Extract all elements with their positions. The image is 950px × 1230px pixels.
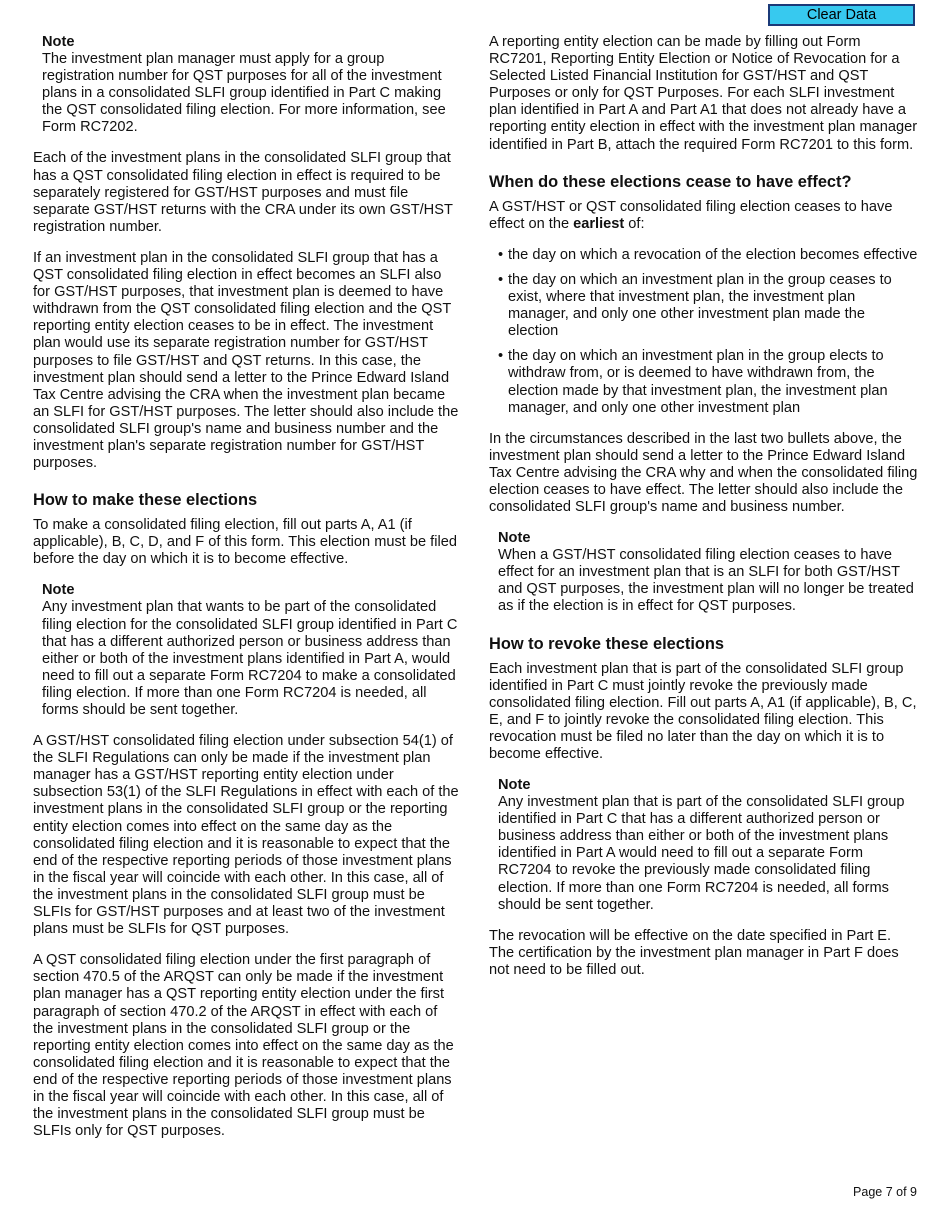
paragraph-make-election: To make a consolidated filing election, fill out parts A, A1 (if applicable), B, C, D, and F of this form. This election must be filed before the day on which it is to become effective. [33, 517, 457, 568]
list-item: • the day on which an investment plan in the group elects to withdraw from, or is deemed to have withdrawn from, the election made by that investment plan, the investment plan manager, and only one other investment plan [489, 348, 919, 416]
right-column [489, 34, 919, 993]
bold-earliest: earliest [573, 215, 625, 232]
left-column [33, 34, 460, 1154]
paragraph-becomes-slfi: If an investment plan in the consolidated SLFI group that has a QST consolidated filing election in effect becomes an SLFI also for GST/HST purposes, that investment plan is deemed to have withdrawn from the QST consolidated filing election and the QST reporting entity election ceases to be in effect. The investment plan would use its separate registration number for GST/HST purposes to file GST/HST and QST returns. In this case, the investment plan should send a letter to the Prince Edward Island Tax Centre advising the CRA when the investment plan became an SLFI for GST/HST purposes. The letter should also include the consolidated SLFI group's name and business number and the investment plan's separate registration number for GST/HST purposes. [33, 249, 459, 472]
paragraph-letter-circumstances: In the circumstances described in the last two bullets above, the investment plan should send a letter to the Prince Edward Island Tax Centre advising the CRA why and when the consolidated filing election ceases to have effect. The letter should also include the consolidated SLFI group's name and business number. [489, 430, 918, 516]
text-segment: A GST/HST or QST consolidated filing election ceases to have effect on the [489, 198, 893, 232]
list-item: • the day on which an investment plan in the group ceases to exist, where that investment plan, the investment plan manager, and only one other investment plan made the election [489, 272, 919, 340]
note-text: The investment plan manager must apply for a group registration number for QST purposes for all of the investment plans in a consolidated SLFI group identified in Part C making the QST consolidated filing election. For more information, see Form RC7202. [42, 51, 446, 136]
paragraph-revocation-effective: The revocation will be effective on the date specified in Part E. The certification by the investment plan manager in Part F does not need to be filled out. [489, 927, 899, 978]
note-title: Note [498, 530, 531, 547]
note-revoke-different-person [498, 777, 919, 914]
note-group-registration [42, 34, 460, 136]
text-segment: of: [624, 215, 645, 232]
note-text: Any investment plan that wants to be part of the consolidated filing election for the consolidated SLFI group identified in Part C that has a different authorized person or business address than either or both of the investment plans identified in Part A, would need to fill out a separate Form RC7204 to make a consolidated filing election. If more than one Form RC7204 is needed, all forms should be sent together. [42, 599, 458, 718]
heading-how-to-revoke: How to revoke these elections [489, 634, 725, 653]
list-item: • the day on which a revocation of the election becomes effective [489, 247, 919, 264]
page-number: Page 7 of 9 [853, 1185, 917, 1199]
note-different-authorized-person [42, 582, 460, 719]
heading-how-to-make: How to make these elections [33, 491, 258, 510]
note-title: Note [42, 582, 75, 599]
paragraph-ceases-earliest [489, 199, 919, 233]
note-title: Note [498, 777, 531, 794]
clear-data-button[interactable]: Clear Data [768, 4, 915, 26]
paragraph-reporting-entity: A reporting entity election can be made by filling out Form RC7201, Reporting Entity Election or Notice of Revocation for a Selected Listed Financial Institution for GST/HST and QST Purposes or only for QST Purposes. For each SLFI investment plan identified in Part A and Part A1 that does not already have a reporting entity election in effect with the investment plan manager identified in Part B, attach the required Form RC7201 to this form. [489, 34, 918, 153]
note-text: When a GST/HST consolidated filing election ceases to have effect for an investment plan that is an SLFI for both GST/HST and QST purposes, the investment plan will no longer be treated as if the election is in effect for QST purposes. [498, 547, 914, 615]
paragraph-qst-election: A QST consolidated filing election under the first paragraph of section 470.5 of the ARQST can only be made if the investment plan manager has a QST reporting entity election under the first paragraph of section 470.2 of the ARQST in effect with each of the investment plans in the consolidated SLFI group or the reporting entity election comes into effect on the same day as the consolidated filing election and it is reasonable to expect that the end of the respective reporting periods of those investment plans in the fiscal year will coincide with each other. In this case, all of the investment plans in the consolidated SLFI group must be SLFIs only for QST purposes. [33, 952, 454, 1140]
note-text: Any investment plan that is part of the consolidated SLFI group identified in Part C that has a different authorized person or business address than either or both of the investment plans identified in Part A would need to fill out a separate Form RC7204 to revoke the previously made consolidated filing election. If more than one Form RC7204 is needed, all forms should be sent together. [498, 794, 905, 913]
note-title: Note [42, 34, 75, 50]
cease-conditions-list [489, 247, 919, 417]
paragraph-separate-registration: Each of the investment plans in the consolidated SLFI group that has a QST consolidated filing election in effect is required to be separately registered for GST/HST purposes and must file separate GST/HST returns with the CRA under its own GST/HST registration number. [33, 150, 453, 235]
paragraph-revoke: Each investment plan that is part of the consolidated SLFI group identified in Part C must jointly revoke the previously made consolidated filing election. Fill out parts A, A1 (if applicable), B, C, E, and F to jointly revoke the consolidated filing election. This revocation must be filed no later than the day on which it is to become effective. [489, 660, 917, 762]
paragraph-gst-hst-election: A GST/HST consolidated filing election under subsection 54(1) of the SLFI Regulations can only be made if the investment plan manager has a GST/HST reporting entity election under subsection 53(1) of the SLFI Regulations in effect with each of the investment plans in the consolidated SLFI group or the reporting entity election comes into effect on the same day as the consolidated filing election and it is reasonable to expect that the end of the respective reporting periods of those investment plans in the fiscal year will coincide with each other. In this case, all of the investment plans in the consolidated SLFI group must be SLFIs for GST/HST purposes and at least two of the investment plans must be SLFIs for QST purposes. [33, 733, 459, 938]
note-ceases-for-qst [498, 530, 919, 615]
heading-cease-effect: When do these elections cease to have effect? [489, 172, 852, 191]
